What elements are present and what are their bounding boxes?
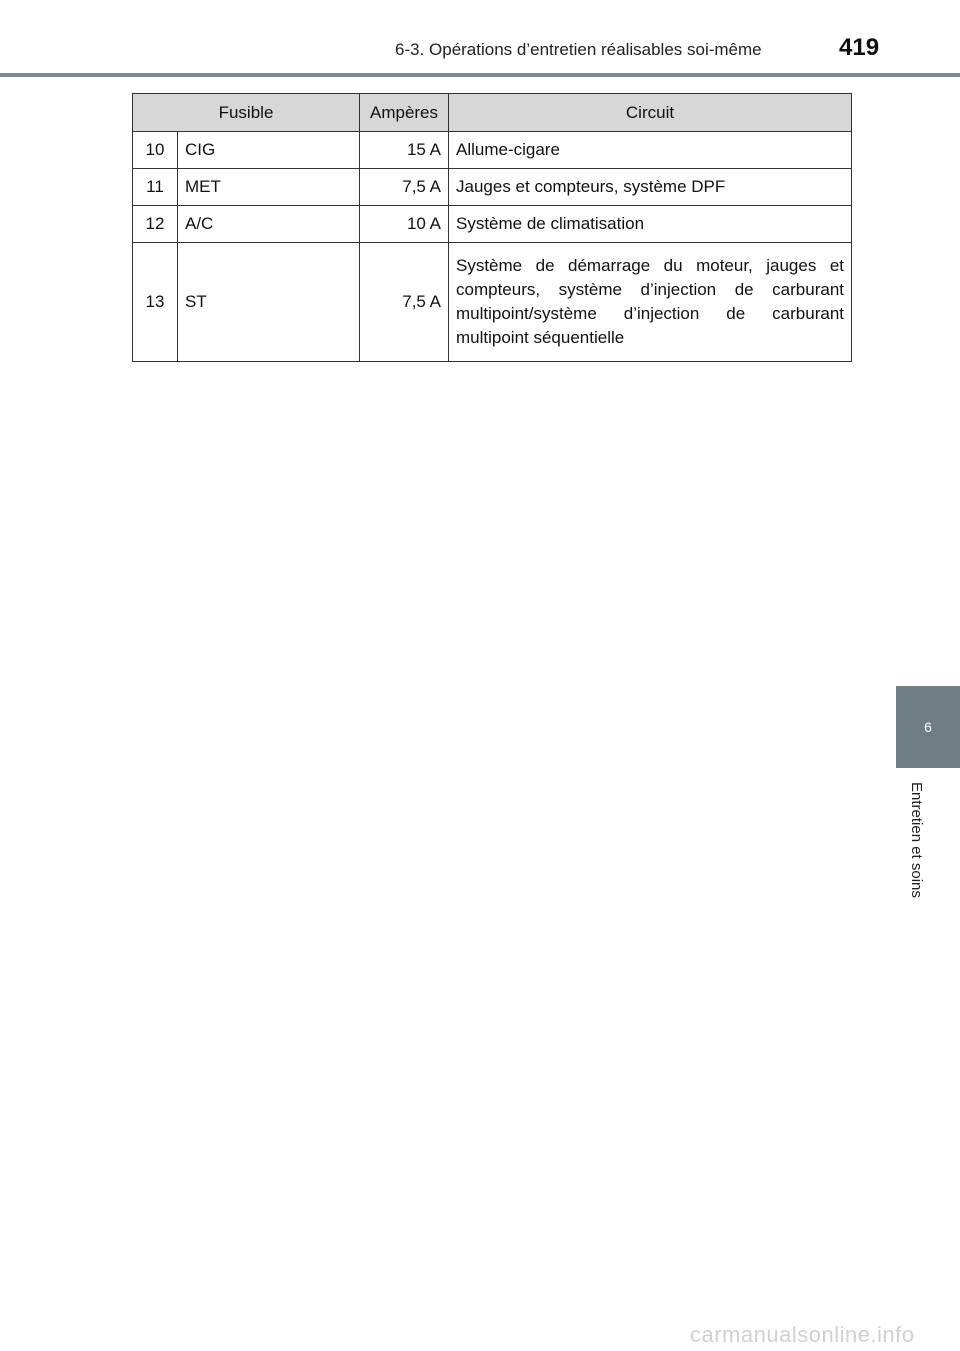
- fuse-amps: 10 A: [360, 206, 449, 243]
- header-fusible: Fusible: [133, 94, 360, 132]
- page-number: 419: [839, 34, 880, 61]
- fuse-table: [132, 93, 852, 362]
- fuse-amps: 7,5 A: [360, 169, 449, 206]
- fuse-circuit: Système de climatisation: [449, 206, 852, 243]
- section-title: 6-3. Opérations d’entretien réalisables soi-même: [395, 40, 762, 59]
- fuse-name: MET: [178, 169, 360, 206]
- table-row: [133, 132, 852, 169]
- fuse-number: 10: [133, 132, 178, 169]
- header-circuit: Circuit: [449, 94, 852, 132]
- header-rule: [0, 73, 960, 77]
- fuse-amps: 7,5 A: [360, 243, 449, 362]
- fuse-number: 12: [133, 206, 178, 243]
- fuse-circuit: Système de démarrage du moteur, jauges et compteurs, système d’injection de carburant multipoint/système d’injection de carburant multipoint séquentielle: [449, 243, 852, 362]
- fuse-name: A/C: [178, 206, 360, 243]
- fuse-name: ST: [178, 243, 360, 362]
- table-header-row: [133, 94, 852, 132]
- fuse-number: 11: [133, 169, 178, 206]
- fuse-number: 13: [133, 243, 178, 362]
- chapter-tab: [896, 686, 960, 768]
- table-row: [133, 243, 852, 362]
- fuse-amps: 15 A: [360, 132, 449, 169]
- chapter-number: 6: [924, 719, 932, 735]
- chapter-label: Entretien et soins: [908, 782, 925, 898]
- watermark: carmanualsonline.info: [690, 1322, 915, 1347]
- header-amperes: Ampères: [360, 94, 449, 132]
- table-row: [133, 206, 852, 243]
- table-row: [133, 169, 852, 206]
- fuse-circuit: Jauges et compteurs, système DPF: [449, 169, 852, 206]
- fuse-name: CIG: [178, 132, 360, 169]
- fuse-circuit: Allume-cigare: [449, 132, 852, 169]
